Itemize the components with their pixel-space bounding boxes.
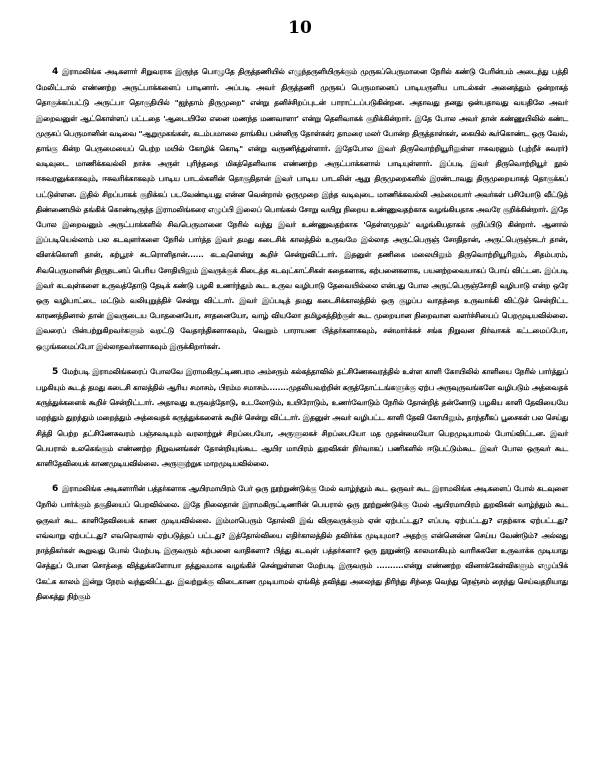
paragraph-number: 6 — [52, 484, 59, 495]
document-body — [36, 64, 568, 614]
page-number: 10 — [288, 18, 312, 38]
paragraph — [36, 64, 568, 354]
paragraph-text: இராமலிங்க அடிகளார் சிறுவராக இருந்த பொழுதே திருத்தணியில் எழுந்தருளியிருக்கும் முருகப்பெருமானை நேரில் கண்டு பேரின்பம் அடைந்து பத்தி மேலிட்டால் எண்ணற்ற அருட்பாக்களைப் பாடினார். அப்படி அவர் திருத்தணி முருகப் பெருமானைப் பாடியருளிய பாடல்கள் அனைத்தும் ஒன்றாகத் தொகுக்கப்பட்டு அருட்பா தொகுதியில் "ஐந்தாம் திருமுறை" என்று தனிச்சிறப்புடன் பாராட்டப்படுகின்றன. அதாவது தனது ஒன்பதாவது வயதிலே அவர் இறைவனுள் ஆட்கொள்ளப் பட்டதை 'ஆடையிலே எனை மணந்த மணவாளா' என்று தெளிவாகக் குறிக்கின்றார். இதே போல அவர் தான் கண்ணுயிலில் கண்ட முருகப் பெருமானின் வடிவை "ஆறுமுகங்கள், கடம்பமாலை தாங்கிய பன்னிரு தோள்கள்; தாமரை மலர் போன்ற திருத்தாள்கள், கையில் கூர்கொண்ட ஒரு வேல், தாங்கு கின்ற பெருமையைப் பெற்ற மயில் கோழிக் கொடி" என்று வருணித்துள்ளார். இதேபோல இவர் திருவொற்றியூரிலுள்ள ஈசுவரனும் (புற்றீச் சுவரர்) வடிவுடை மாணிக்கவல்லி நாச்சு அருள் புரிந்ததை மிகத்தெளிவாக எண்ணற்ற அருட்பாக்களால் பாடியுள்ளார். இப்படி இவர் திருவொற்றியூர் நூல் ஈசுவரனுக்காகவும், ஈசுவரிக்காகவும் பாடிய பாடல்களின் தொகுதிதான் இவர் பாடிய பாடலின் ஆறு திருமுறைகளில் இரண்டாவது திருமுறையாகத் தொகுக்கப் பட்டுள்ளன. இதில் சிறப்பாகக் குறிக்கப் படவேண்டியது என்ன வென்றால் ஒருமுறை இந்த வடிவுடை மாணிக்கவல்லி அம்மையார் அவர்கள் பசியோடு வீட்டுத் திண்ணையில் தங்கிக் கொண்டிருந்த இராமலிங்கரை எழுப்பி இலைப் பொங்கல் சோறு வயிறு நிறைய உண்ணுவதற்காக வழங்கியதாக அவரே குறிக்கின்றார். இதே போல இறைவனும் அருட்பாக்களில் சிவபெருமானை நேரில் வந்து இவர் உண்ணுவதற்காக 'தெள்ளமுதம்' வழங்கியதாகக் குறிப்பிடு கின்றார். ஆனால் இப்படியெல்லாம் பல கடவுளர்களை நேரில் பார்த்த இவர் தமது கடைசிக் காலத்தில் உருவமே இல்லாத அருட்பெருஞ் சோதிதான், அருட்பெருஞ்சுடர் தான், விளக்கொளி தான், கற்பூரச் சுடரொளிதான்...... கடவுளென்று கூறிச் சென்றுவிட்டார். இதனுள் தணிகை மலையிலும் திருவொற்றியூரிலும், சிதம்பரம், சிவபெருமானின் திருநடனப் பெரிய சோதியிலும் இவருக்குக் கிடைத்த கடவுட்காட்சிகள் கதைகளாக, கற்பனைகளாக, பயனற்றவையாகப் போய் விட்டன. இப்படி இவர் கடவுள்களை உருவத்தோடு தேடிக் கண்டு பழகி உணர்ந்தும் கூட உருவ வழிபாடு தேவையில்லை என்பது போல அருட்பெருஞ்சோதி வழிபாடு என்ற ஒரே ஒரு வழிபாட்டை மட்டும் வலியுறுத்திச் சென்று விட்டார். இவர் இப்படித் தமது கடைசிக்காலத்தில் ஒரு குழப்ப வாதத்தை உருவாக்கி விட்டுச் சென்றிட்ட காரணத்தினால் தான் இவருடைய போதனையோ, சாதனையோ, வாழ் வியலோ தமிழகத்திற்குள் கூட முறையான நிறைவான வளர்ச்சியைப் பெறமுடியவில்லை. இவரைப் பின்பற்றுகிறவர்களும் வறட்டு வேதாந்திகளாகவும், வெறும் பாராயண பித்தர்களாகவும், சன்மார்க்கச் சங்க நிறுவன நிர்வாகக் கட்டமைப்போ, ஒழுங்கமைப்போ இல்லாதவர்களாகவும் இருக்கிறார்கள். — [36, 67, 568, 351]
paragraph — [36, 481, 568, 604]
paragraph — [36, 364, 568, 471]
paragraph-text: இராமலிங்க அடிகளாரின் பத்தர்களாக ஆயிரமாயிரம் பேர் ஒரு நூற்றுண்டுக்கு மேல் வாழ்ந்தும் கூட ஒருவர் கூட இராமலிங்க அடிகளைப் போல் கடவுளை நேரில் பார்க்கும் தகுதியைப் பெறவில்லை. இதே நிலைதான் இராமகிருட்டிணரின் பெயரால் ஒரு நூற்றுண்டுக்கு மேல் ஆயிரமாயிரம் துறவிகள் வாழ்ந்தும் கூட ஒருவர் கூட காளிதேவியைக் காண முடியவில்லை. இம்மாபெரும் தோல்வி இவ் விருவருக்கும் ஏன் ஏற்பட்டது? எப்படி ஏற்பட்டது? எதற்காக ஏற்பட்டது? எவ்வாறு ஏற்பட்டது? எவரெவரால் ஏற்படுத்தப் பட்டது? இத்தோல்வியை எதிர்காலத்தில் தவிர்க்க முடியுமா? அதற்கு என்னென்ன செய்ய வேண்டும்? அல்லது நாத்திகர்கள் கூறுவது போல் மேற்படி இருவரும் கற்பனை வாதிகளா? பித்து கடவுள் பத்தர்களா? ஒரு நூறுண்டு காலமாகியும் வாரிசுகளே உருவாக்க முடியாது செத்துப் போன சொத்தை வித்துக்களோயா தத்துவமாக வழங்கிச் சென்றுள்ளன மேற்படி இருவரும் ..........என்று எண்ணற்ற வினாக்கேள்விகளும் எழுப்பிக் கேட்க காலம் இன்று நேரம் வந்துவிட்டது. இவற்றுக்கு விடைகாண முடியாமல் ஏங்கித் தவித்து அலைந்து திரிந்து சிந்தை வெந்து நெஞ்சம் நைந்து செய்வதறியாது திகைத்து நிற்கும் — [36, 484, 568, 601]
paragraph-number: 5 — [52, 366, 59, 377]
paragraph-text: மேற்படி இராமலிங்கரைப் போலவே இராமகிருட்டிணபரம அம்சரும் கல்கத்தாவில் தட்சிணேசுவரத்தில் உள்ள காளி கோயிலில் காளியை நேரில் பார்த்துப் பழகியும் கூடத் தமது கடைசி காலத்தில் ஆரிய சமாசம், பிரம்ம சமாசம்........முதலியவற்றின் கருத்தோட்டங்களுக்கு ஏற்ப அருவுருவங்களே வழிபடும் அத்வைதக் கருத்துக்களைக் கூறிச் சென்றிட்டார். அதாவது உருவத்தோடு, உடலோடும், உயிரோடும், உணர்வோடும் நேரில் தோன்றித் தன்னோடு பழகிய காளி தேவியையே மறந்தும் துறந்தும் மறைத்தும் அத்வைதக் கருத்துக்களைக் கூறிச் சென்று விட்டார். இதனுள் அவர் வழிபட்ட காளி தேவி கோயிலும், தாந்தரீகப் பூசைகள் பல செய்து சித்தி பெற்ற தட்சிணேசுவரம் பஞ்சவடியும் வரலாற்றுச் சிறப்பையோ, அருளுலகச் சிறப்பையோ மத முதன்மையோ பெறமுடியாமல் போய்விட்டன. இவர் பெயரால் உலகெங்கும் எண்ணற்ற நிறுவனங்கள் தோன்றியுங்கூட ஆயிர மாயிரம் துறவிகள் நிர்வாகப் பணிகளில் ஈடுபட்டும்கூட இவர் போல ஒருவர் கூட காளிதேவியைக் காணமுடியவில்லை. அருளுற்றுக மாறமுடியவில்லை. — [36, 366, 568, 469]
paragraph-number: 4 — [52, 67, 59, 77]
